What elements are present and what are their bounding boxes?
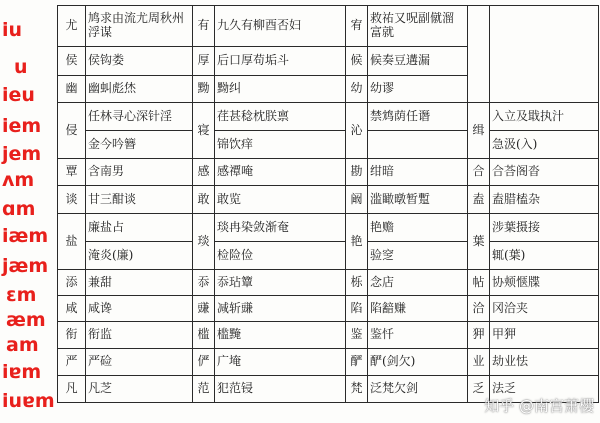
rhyme-head: 俨: [193, 349, 215, 376]
example-chars: 救祐又呪副僦溜富就: [368, 6, 468, 47]
example-chars: 凡芝: [86, 376, 193, 403]
rhyme-head: 乏: [468, 376, 490, 403]
rhyme-head: 覃: [58, 159, 86, 186]
ipa-label-iem: iem: [2, 115, 42, 137]
rhyme-head: 洽: [468, 296, 490, 322]
rhyme-head: 槛: [193, 322, 215, 349]
example-chars: 幼谬: [368, 76, 468, 103]
example-chars: 犯范锓: [215, 376, 346, 403]
example-chars: 艳赡: [368, 214, 468, 242]
table-row: [58, 6, 599, 47]
table-row: [58, 322, 599, 349]
example-chars: 衔监: [86, 322, 193, 349]
rhyme-head: 酽: [346, 349, 368, 376]
example-chars: 滥瞰暾暂蹔: [368, 186, 468, 214]
example-chars: 后口厚苟垢斗: [215, 47, 346, 76]
rhyme-head: 谈: [58, 186, 86, 214]
example-chars: 候奏豆遘漏: [368, 47, 468, 76]
example-chars: 感禫唵: [215, 159, 346, 186]
example-chars: 严硷: [86, 349, 193, 376]
rhyme-head: 业: [468, 349, 490, 376]
table-row: [58, 270, 599, 296]
example-chars: 酽(剑欠): [368, 349, 468, 376]
rhyme-head: 宥: [346, 6, 368, 47]
example-chars: 侯钩娄: [86, 47, 193, 76]
example-chars: 陷韽赚: [368, 296, 468, 322]
example-chars: 禁鸩荫任谮: [368, 103, 468, 131]
example-chars: 含南男: [86, 159, 193, 186]
example-chars: 咸谗: [86, 296, 193, 322]
example-chars: 入立及戢执汁: [490, 103, 599, 131]
rhyme-head: 候: [346, 47, 368, 76]
rhyme-head: 侯: [58, 47, 86, 76]
rhyme-head: 感: [193, 159, 215, 186]
rhyme-head: 厚: [193, 47, 215, 76]
rhyme-head: 帖: [468, 270, 490, 296]
example-chars: 涉葉摄接: [490, 214, 599, 242]
rhyme-head: 忝: [193, 270, 215, 296]
example-chars: 任林寻心深针淫: [86, 103, 193, 131]
example-chars: 甘三酣谈: [86, 186, 193, 214]
rhyme-head: 范: [193, 376, 215, 403]
empty-cell: [490, 6, 599, 103]
example-chars: 幽虯彪烋: [86, 76, 193, 103]
example-chars: [368, 131, 468, 159]
rhyme-head: 缉: [468, 103, 490, 159]
table-row: [58, 131, 599, 159]
rhyme-head: 黝: [193, 76, 215, 103]
ipa-label-iu: iu: [2, 19, 23, 41]
example-chars: 甲狎: [490, 322, 599, 349]
rhyme-head: 幼: [346, 76, 368, 103]
rhyme-head: 沁: [346, 103, 368, 159]
table-row: [58, 214, 599, 242]
ipa-label-jaem: jæm: [2, 255, 49, 277]
ipa-label-am2: ɑm: [2, 198, 36, 220]
rhyme-head: 梵: [346, 376, 368, 403]
ipa-label-iaem: iæm: [2, 225, 49, 247]
example-chars: 绀暗: [368, 159, 468, 186]
example-chars: 敢览: [215, 186, 346, 214]
ipa-label-am3: am: [6, 334, 39, 356]
example-chars: 泛梵欠剑: [368, 376, 468, 403]
example-chars: 荏甚稔枕朕禀: [215, 103, 346, 131]
example-chars: 劫业怯: [490, 349, 599, 376]
table-row: [58, 242, 599, 270]
example-chars: 辄(葉): [490, 242, 599, 270]
rhyme-head: 有: [193, 6, 215, 47]
rhyme-head: 寝: [193, 103, 215, 159]
rhyme-head: 凡: [58, 376, 86, 403]
table-row: [58, 186, 599, 214]
example-chars: 忝玷簟: [215, 270, 346, 296]
rhyme-head: 琰: [193, 214, 215, 270]
example-chars: 淹炎(廉): [86, 242, 193, 270]
example-chars: 黝纠: [215, 76, 346, 103]
example-chars: 急汲(入): [490, 131, 599, 159]
example-chars: 念店: [368, 270, 468, 296]
table-row: [58, 349, 599, 376]
example-chars: 盍腊榼杂: [490, 186, 599, 214]
empty-cell: [468, 6, 490, 103]
example-chars: 槛黤: [215, 322, 346, 349]
rhyme-head: 葉: [468, 214, 490, 270]
rhyme-table: [57, 5, 599, 403]
example-chars: 冈洽夹: [490, 296, 599, 322]
rhyme-head: 栎: [346, 270, 368, 296]
table-row: [58, 103, 599, 131]
watermark: 知乎 @南宫萧樱: [484, 397, 594, 415]
rhyme-head: 合: [468, 159, 490, 186]
ipa-label-em: ɛm: [6, 284, 37, 306]
table-row: [58, 159, 599, 186]
rhyme-head: 添: [58, 270, 86, 296]
ipa-label-jem: jem: [2, 143, 42, 165]
rhyme-head: 敢: [193, 186, 215, 214]
rhyme-head: 衔: [58, 322, 86, 349]
rhyme-head: 盍: [468, 186, 490, 214]
example-chars: 兼甜: [86, 270, 193, 296]
example-chars: 鸠求由流尤周秋州浮谋: [86, 6, 193, 47]
example-chars: 鉴忏: [368, 322, 468, 349]
rhyme-head: 咸: [58, 296, 86, 322]
ipa-label-aem: æm: [6, 309, 46, 331]
rhyme-head: 尤: [58, 6, 86, 47]
rhyme-head: 严: [58, 349, 86, 376]
example-chars: 九久有柳酉否妇: [215, 6, 346, 47]
rhyme-head: 阚: [346, 186, 368, 214]
example-chars: 金今吟簪: [86, 131, 193, 159]
example-chars: 验窆: [368, 242, 468, 270]
rhyme-head: 盐: [58, 214, 86, 270]
ipa-label-iuem: iuɐm: [2, 390, 55, 412]
ipa-label-ieu: ieu: [2, 84, 35, 106]
ipa-label-u: u: [14, 56, 28, 78]
table-row: [58, 296, 599, 322]
rhyme-head: 勘: [346, 159, 368, 186]
rhyme-head: 鉴: [346, 322, 368, 349]
ipa-label-am1: ʌm: [2, 169, 35, 191]
example-chars: 合荅阁沓: [490, 159, 599, 186]
example-chars: 协颊惬牒: [490, 270, 599, 296]
example-chars: 廉盐占: [86, 214, 193, 242]
example-chars: 减斩豏: [215, 296, 346, 322]
example-chars: 法乏: [490, 376, 599, 403]
rhyme-head: 幽: [58, 76, 86, 103]
example-chars: 琰冉染敛渐奄: [215, 214, 346, 242]
rhyme-head: 陷: [346, 296, 368, 322]
example-chars: 检险俭: [215, 242, 346, 270]
example-chars: 锦饮痒: [215, 131, 346, 159]
rhyme-head: 侵: [58, 103, 86, 159]
rhyme-head: 艳: [346, 214, 368, 270]
rhyme-head: 豏: [193, 296, 215, 322]
rhyme-head: 狎: [468, 322, 490, 349]
ipa-label-iem2: iɐm: [2, 361, 42, 383]
example-chars: 广埯: [215, 349, 346, 376]
